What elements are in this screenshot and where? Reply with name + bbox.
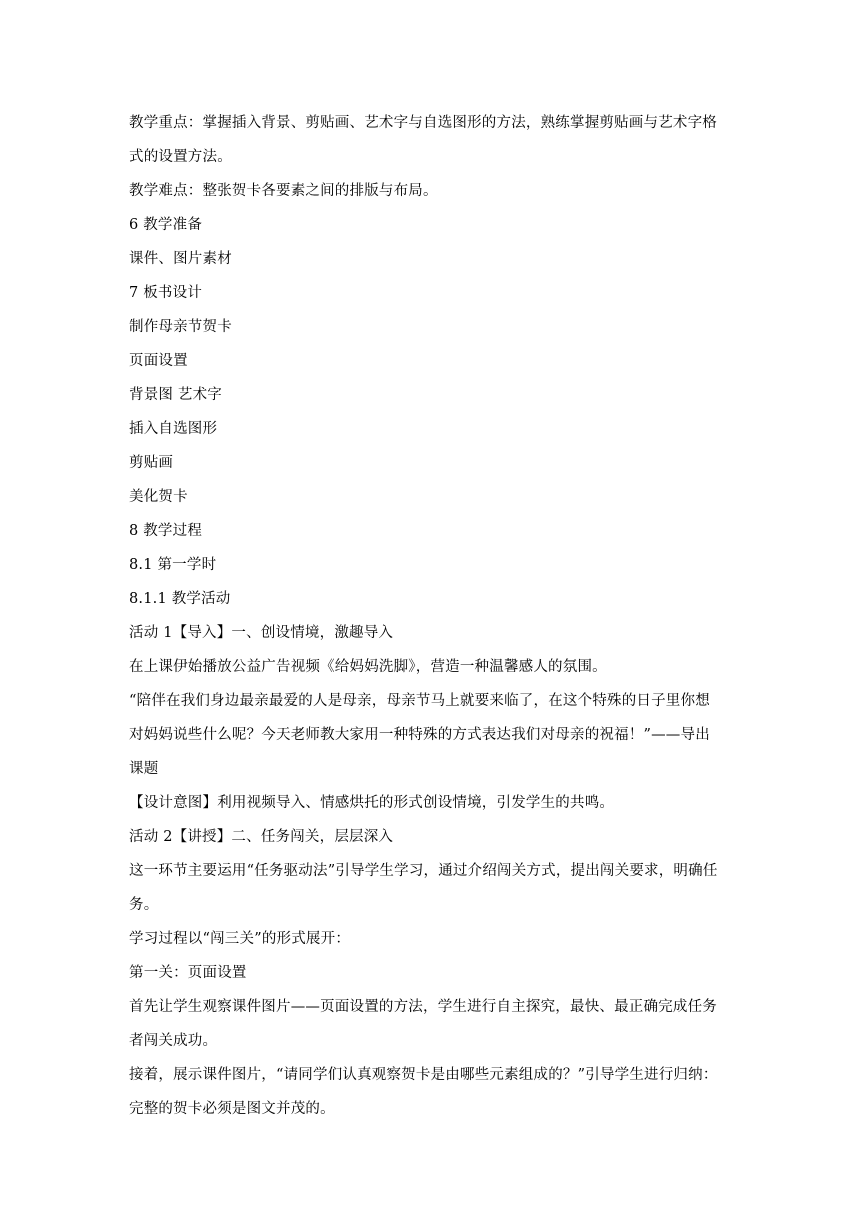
document-body <box>129 106 741 1126</box>
section-heading: 8 教学过程 <box>129 523 203 539</box>
board-design-item: 制作母亲节贺卡 <box>129 319 232 335</box>
activity-heading: 活动 2【讲授】二、任务闯关，层层深入 <box>129 829 394 845</box>
board-design-item: 剪贴画 <box>129 455 174 471</box>
text-line: 首先让学生观察课件图片——页面设置的方法，学生进行自主探究，最快、最正确完成任务 <box>129 999 717 1015</box>
text-line: 教学难点：整张贺卡各要素之间的排版与布局。 <box>129 183 438 199</box>
subsection-heading: 8.1.1 教学活动 <box>129 591 231 607</box>
board-design-item: 插入自选图形 <box>129 421 218 437</box>
text-line: 教学重点：掌握插入背景、剪贴画、艺术字与自选图形的方法，熟练掌握剪贴画与艺术字格 <box>129 115 717 131</box>
text-line: 务。 <box>129 897 159 913</box>
section-heading: 7 板书设计 <box>129 285 203 301</box>
text-line: 学习过程以“闯三关”的形式展开： <box>129 931 351 947</box>
text-line: “陪伴在我们身边最亲最爱的人是母亲，母亲节马上就要来临了，在这个特殊的日子里你想 <box>129 693 710 709</box>
text-line: 接着，展示课件图片，“请同学们认真观察贺卡是由哪些元素组成的？”引导学生进行归纳： <box>129 1067 718 1083</box>
text-line: 在上课伊始播放公益广告视频《给妈妈洗脚》，营造一种温馨感人的氛围。 <box>129 659 607 675</box>
text-line: 第一关：页面设置 <box>129 965 247 981</box>
text-line: 式的设置方法。 <box>129 149 232 165</box>
text-line: 课题 <box>129 761 159 777</box>
text-line: 课件、图片素材 <box>129 251 232 267</box>
board-design-item: 美化贺卡 <box>129 489 188 505</box>
activity-heading: 活动 1【导入】一、创设情境，激趣导入 <box>129 625 394 641</box>
text-line: 对妈妈说些什么呢？今天老师教大家用一种特殊的方式表达我们对母亲的祝福！”——导出 <box>129 727 710 743</box>
text-line: 者闯关成功。 <box>129 1033 218 1049</box>
text-line: 这一环节主要运用“任务驱动法”引导学生学习，通过介绍闯关方式，提出闯关要求，明确任 <box>129 863 718 879</box>
subsection-heading: 8.1 第一学时 <box>129 557 217 573</box>
text-line: 完整的贺卡必须是图文并茂的。 <box>129 1101 335 1117</box>
section-heading: 6 教学准备 <box>129 217 203 233</box>
text-line: 【设计意图】利用视频导入、情感烘托的形式创设情境，引发学生的共鸣。 <box>129 795 615 811</box>
board-design-item: 页面设置 <box>129 353 188 369</box>
board-design-item: 背景图 艺术字 <box>129 387 223 403</box>
